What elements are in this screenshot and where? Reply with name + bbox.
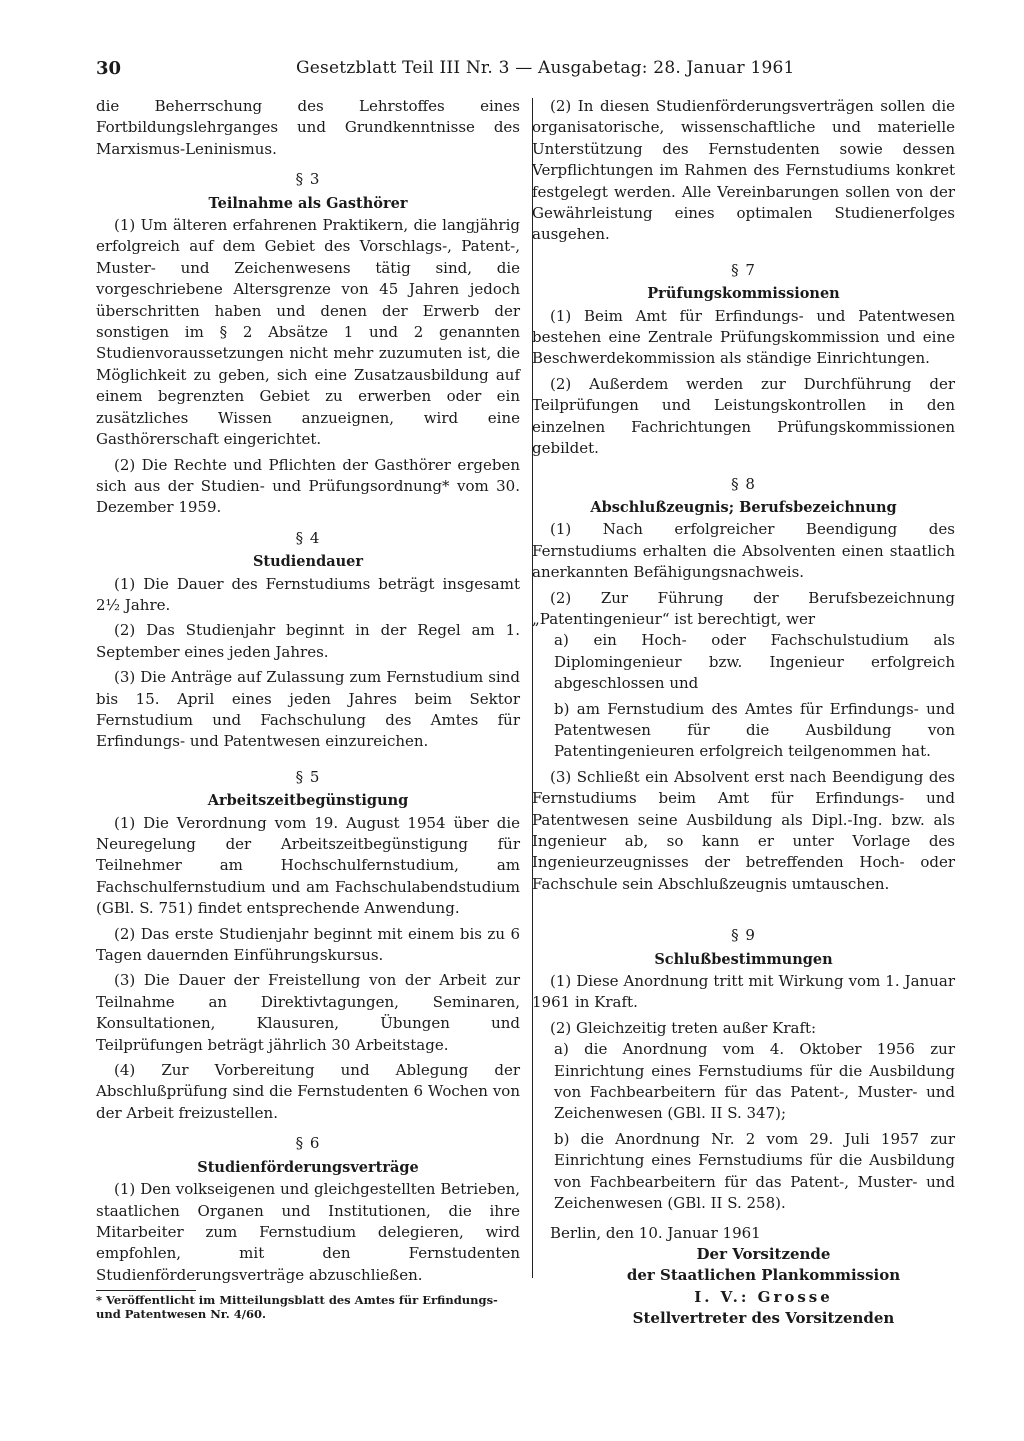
paragraph: (3) Die Anträge auf Zulassung zum Fernstudium sind bis 15. April eines jeden Jahres beim Sektor Fernstudium und Fachschulung des Amtes für Erfindungs- und Patentwesen einzureichen. xyxy=(96,668,520,751)
paragraph: (1) Den volkseigenen und gleichgestellten Betrieben, staatlichen Organen und Institutionen, die ihre Mitarbeiter zum Fernstudium delegieren, wird empfohlen, mit den Fernstudenten Studienförderungsverträge abzuschließen. xyxy=(96,1180,520,1284)
page-number: 30 xyxy=(96,58,122,79)
paragraph: (2) Außerdem werden zur Durchführung der Teilprüfungen und Leistungskontrollen in den einzelnen Fachrichtungen Prüfungskommissionen gebildet. xyxy=(532,374,955,458)
paragraph: (1) Um älteren erfahrenen Praktikern, die langjährig erfolgreich auf dem Gebiet des Vorschlags-, Patent-, Muster- und Zeichenwesens tätig sind, die vorgeschriebene Altersgrenze von 45 Jahren jedoch überschritten haben und denen der Erwerb der sonstigen im § 2 Absätze 1 und 2 genannten Studienvoraussetzungen nicht mehr zuzumuten ist, die Möglichkeit zu geben, sich eine Zusatzausbildung auf einem begrenzten Gebiet zu erwerben oder ein zusätzliches Wissen anzueignen, wird eine Gasthörerschaft eingerichtet. xyxy=(96,216,520,449)
section-number: § 3 xyxy=(295,170,321,189)
paragraph: (1) Die Verordnung vom 19. August 1954 über die Neuregelung der Arbeitszeitbegünstigung für Teilnehmer am Hochschulfernstudium, am Fachschulfernstudium und am Fachschulabendstudium (GBl. S. 751) findet entsprechende Anwendung. xyxy=(96,813,520,918)
paragraph: (1) Nach erfolgreicher Beendigung des Fernstudiums erhalten die Absolventen einen staatlich anerkannten Befähigungsnachweis. xyxy=(532,520,955,582)
footnote-rule xyxy=(96,1290,196,1291)
section-number: § 9 xyxy=(731,926,756,945)
section-number: § 7 xyxy=(731,260,756,279)
paragraph: (1) Beim Amt für Erfindungs- und Patentwesen bestehen eine Zentrale Prüfungskommission und eine Beschwerdekommission als ständige Einrichtungen. xyxy=(532,306,955,368)
section-title: Prüfungskommissionen xyxy=(647,285,840,303)
paragraph: (2) Gleichzeitig treten außer Kraft: xyxy=(550,1018,817,1037)
list-item: a) die Anordnung vom 4. Oktober 1956 zur Einrichtung eines Fernstudiums für die Ausbildung von Fachbearbeitern für das Patent-, Muster- und Zeichenwesen (GBl. II S. 347); xyxy=(554,1040,955,1123)
section-title: Schlußbestimmungen xyxy=(654,950,833,968)
section-title: Abschlußzeugnis; Berufsbezeichnung xyxy=(590,498,897,516)
list-item: b) am Fernstudium des Amtes für Erfindungs- und Patentwesen für die Ausbildung von Patentingenieuren erfolgreich teilgenommen hat. xyxy=(554,699,955,761)
list-item: b) die Anordnung Nr. 2 vom 29. Juli 1957 zur Einrichtung eines Fernstudiums für die Ausbildung von Fachbearbeitern für das Patent-, Muster- und Zeichenwesen (GBl. II S. 258). xyxy=(554,1129,955,1213)
signature-name: I. V.: Grosse xyxy=(694,1287,833,1306)
date-line: Berlin, den 10. Januar 1961 xyxy=(550,1223,761,1242)
intro-paragraph: die Beherrschung des Lehrstoffes eines Fortbildungslehrganges und Grundkenntnisse des Marxismus-Leninismus. xyxy=(96,97,520,158)
section-number: § 5 xyxy=(295,767,321,786)
signature-role: Stellvertreter des Vorsitzenden xyxy=(632,1309,895,1328)
paragraph: (2) In diesen Studienförderungsverträgen sollen die organisatorische, wissenschaftliche und materielle Unterstützung des Fernstudenten sowie dessen Verpflichtungen im Rahmen des Fernstudiums konkret festgelegt werden. Alle Vereinbarungen sollen von der Gewährleistung eines optimalen Studienerfolges ausgehen. xyxy=(532,97,955,244)
signature-title: Der Vorsitzende xyxy=(696,1244,831,1263)
paragraph: (1) Die Dauer des Fernstudiums beträgt insgesamt 2½ Jahre. xyxy=(96,574,520,614)
page-header xyxy=(96,58,966,82)
paragraph: (2) Das Studienjahr beginnt in der Regel am 1. September eines jeden Jahres. xyxy=(96,621,520,661)
section-number: § 8 xyxy=(731,474,756,493)
section-title: Teilnahme als Gasthörer xyxy=(208,194,408,212)
section-number: § 4 xyxy=(295,528,321,547)
section-number: § 6 xyxy=(295,1134,321,1153)
paragraph: (3) Schließt ein Absolvent erst nach Beendigung des Fernstudiums beim Amt für Erfindungs- und Patentwesen seine Ausbildung als Dipl.-Ing. bzw. als Ingenieur ab, so kann er unter Vorlage des Ingenieurzeugnisses der betreffenden Hoch- oder Fachschule sein Abschlußzeugnis umtauschen. xyxy=(532,767,955,893)
paragraph: (4) Zur Vorbereitung und Ablegung der Abschlußprüfung sind die Fernstudenten 6 Wochen von der Arbeit freizustellen. xyxy=(96,1061,520,1122)
paragraph: (2) Die Rechte und Pflichten der Gasthörer ergeben sich aus der Studien- und Prüfungsordnung* vom 30. Dezember 1959. xyxy=(96,455,520,517)
section-title: Studiendauer xyxy=(252,553,364,571)
paragraph: (2) Zur Führung der Berufsbezeichnung „Patentingenieur“ ist berechtigt, wer xyxy=(532,588,955,628)
section-title: Arbeitszeitbegünstigung xyxy=(207,792,409,810)
paragraph: (1) Diese Anordnung tritt mit Wirkung vom 1. Januar 1961 in Kraft. xyxy=(532,972,955,1012)
signature-authority: der Staatlichen Plankommission xyxy=(626,1266,901,1285)
left-column xyxy=(96,96,520,1321)
running-head: Gesetzblatt Teil III Nr. 3 — Ausgabetag: 28. Januar 1961 xyxy=(296,58,795,78)
footnote: * Veröffentlicht im Mitteilungsblatt des Amtes für Erfindungs- und Patentwesen Nr. 4/60. xyxy=(96,1293,498,1322)
list-item: a) ein Hoch- oder Fachschulstudium als Diplomingenieur bzw. Ingenieur erfolgreich abgeschlossen und xyxy=(554,631,955,693)
section-title: Studienförderungsverträge xyxy=(197,1158,419,1176)
right-column xyxy=(532,96,955,1330)
paragraph: (3) Die Dauer der Freistellung von der Arbeit zur Teilnahme an Direktivtagungen, Seminaren, Konsultationen, Klausuren, Übungen und Teilprüfungen beträgt jährlich 30 Arbeitstage. xyxy=(96,971,520,1054)
paragraph: (2) Das erste Studienjahr beginnt mit einem bis zu 6 Tagen dauernden Einführungskursus. xyxy=(96,924,520,965)
